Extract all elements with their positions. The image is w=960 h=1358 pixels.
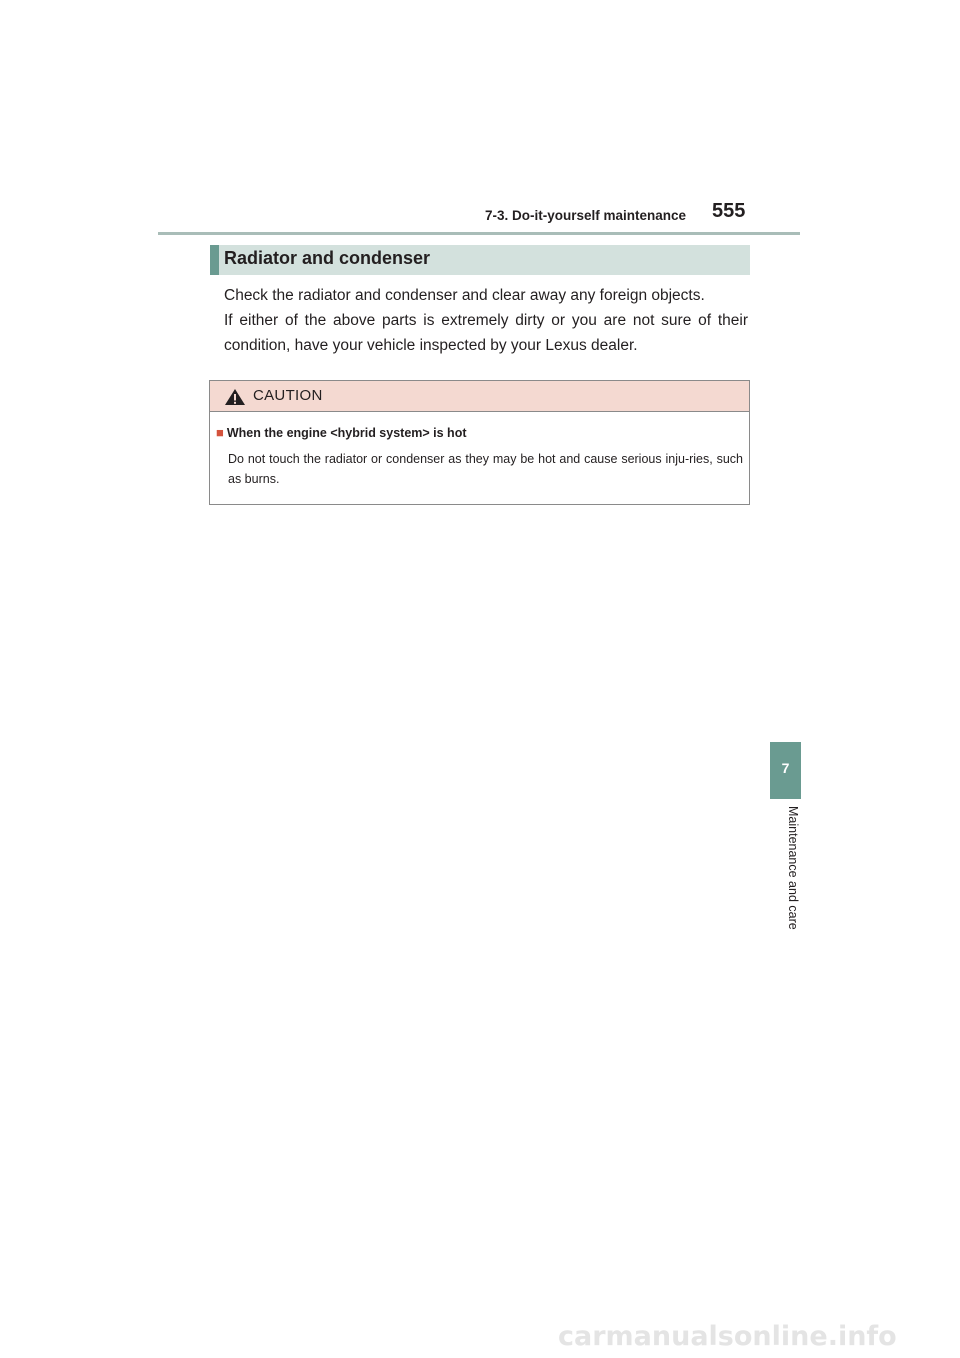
watermark: carmanualsonline.info — [558, 1316, 960, 1358]
caution-bullet: ■ — [216, 425, 224, 440]
page-number: 555 — [712, 200, 746, 222]
caution-item-text: Do not touch the radiator or condenser as they may be hot and cause serious inju-ries, such as burns. — [228, 452, 743, 486]
section-title: Radiator and condenser — [224, 248, 431, 268]
caution-item-title-text: When the engine <hybrid system> is hot — [226, 426, 467, 440]
chapter-tab — [770, 742, 801, 799]
chapter-label: Maintenance and care — [786, 806, 800, 930]
body-text — [224, 283, 748, 358]
body-paragraph-2: If either of the above parts is extremely dirty or you are not sure of their condition, have your vehicle inspected by your Lexus dealer. — [224, 312, 748, 354]
section-heading-bar — [210, 245, 750, 275]
body-paragraph-1: Check the radiator and condenser and clear away any foreign objects. — [224, 287, 705, 304]
header-section-title: 7-3. Do-it-yourself maintenance — [484, 208, 686, 223]
warning-triangle-icon — [224, 388, 246, 406]
caution-header — [210, 381, 749, 412]
header-rule — [158, 232, 800, 235]
caution-item-title — [216, 425, 467, 440]
caution-label: CAUTION — [253, 387, 323, 404]
chapter-number: 7 — [781, 760, 790, 776]
caution-box — [209, 380, 750, 505]
